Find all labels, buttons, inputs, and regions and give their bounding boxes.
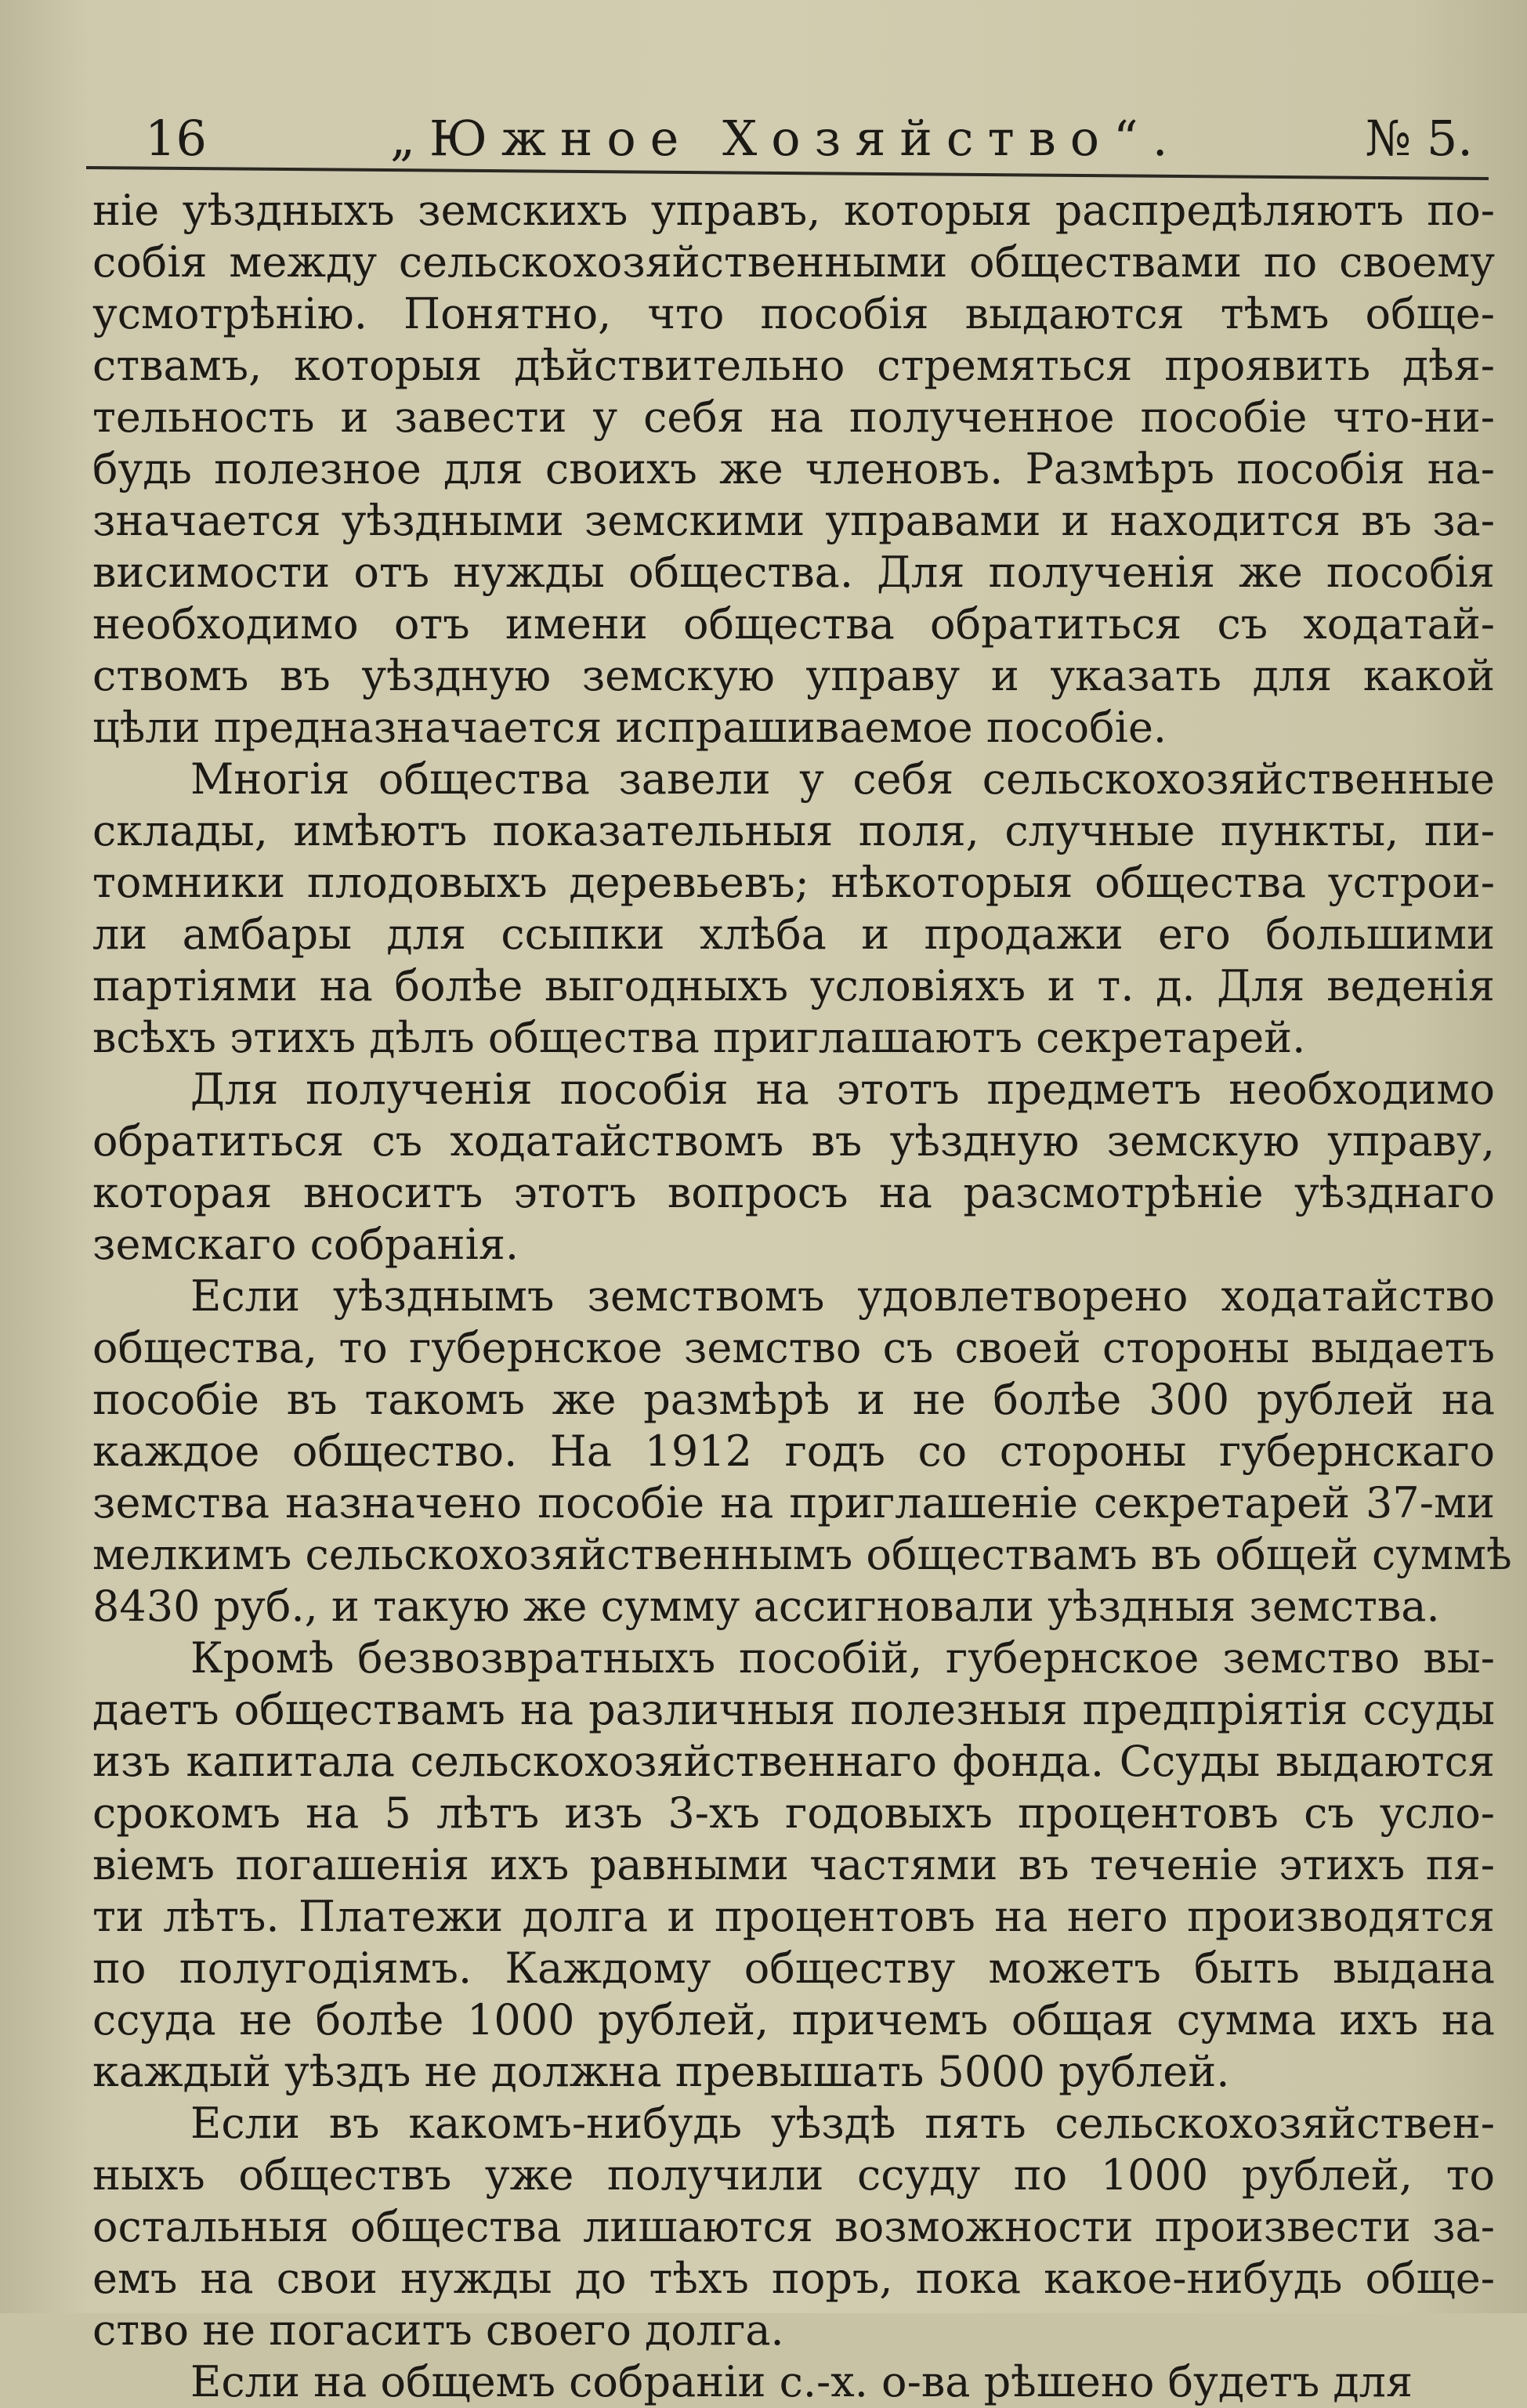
text-line: изъ капитала сельскохозяйственнаго фонда. Ссуды выдаются <box>92 1737 1495 1786</box>
text-line: общества, то губернское земство съ своей стороны выдаетъ <box>92 1323 1495 1372</box>
text-line: необходимо отъ имени общества обратиться съ ходатай- <box>92 599 1495 649</box>
paragraph <box>92 1064 1495 1271</box>
paragraph <box>92 1271 1512 1632</box>
text-line: земскаго собранія. <box>92 1220 519 1269</box>
text-line: всѣхъ этихъ дѣлъ общества приглашаютъ секретарей. <box>92 1013 1306 1062</box>
text-line: ство не погаситъ своего долга. <box>92 2305 784 2355</box>
issue-number: № 5. <box>1365 110 1473 167</box>
text-line: Многія общества завели у себя сельскохозяйственные <box>190 754 1495 804</box>
text-line: ніе уѣздныхъ земскихъ управъ, которыя распредѣляютъ по- <box>92 186 1495 235</box>
text-line: склады, имѣютъ показательныя поля, случные пункты, пи- <box>92 806 1495 855</box>
text-line: усмотрѣнію. Понятно, что пособія выдаются тѣмъ обще- <box>92 289 1495 338</box>
text-line: земства назначено пособіе на приглашеніе секретарей 37-ми <box>92 1478 1495 1528</box>
text-line: 8430 руб., и такую же сумму ассигновали уѣздныя земства. <box>92 1582 1440 1631</box>
text-line: партіями на болѣе выгодныхъ условіяхъ и т. д. Для веденія <box>92 961 1495 1011</box>
text-line: тельность и завести у себя на полученное пособіе что-ни- <box>92 392 1495 442</box>
text-line: ли амбары для ссыпки хлѣба и продажи его большими <box>92 909 1495 959</box>
text-line: Для полученія пособія на этотъ предметъ необходимо <box>190 1065 1495 1114</box>
text-line: ныхъ обществъ уже получили ссуду по 1000 рублей, то <box>92 2150 1495 2200</box>
paragraph <box>92 1632 1495 2098</box>
text-line: каждый уѣздъ не должна превышать 5000 рублей. <box>92 2047 1230 2096</box>
text-line: емъ на свои нужды до тѣхъ поръ, пока какое-нибудь обще- <box>92 2254 1495 2303</box>
text-line: томники плодовыхъ деревьевъ; нѣкоторыя общества устрои- <box>92 858 1495 907</box>
text-line: срокомъ на 5 лѣтъ изъ 3-хъ годовыхъ процентовъ съ усло- <box>92 1788 1495 1838</box>
text-line: віемъ погашенія ихъ равными частями въ теченіе этихъ пя- <box>92 1840 1495 1889</box>
text-line: по полугодіямъ. Каждому обществу можетъ быть выдана <box>92 1943 1495 1993</box>
paragraph <box>92 754 1495 1064</box>
text-line: обратиться съ ходатайствомъ въ уѣздную земскую управу, <box>92 1116 1495 1166</box>
text-line: Если на общемъ собраніи с.-х. о-ва рѣшено будетъ для <box>190 2357 1413 2406</box>
text-line: даетъ обществамъ на различныя полезныя предпріятія ссуды <box>92 1685 1495 1734</box>
text-line: висимости отъ нужды общества. Для полученія же пособія <box>92 548 1495 597</box>
text-line: каждое общество. На 1912 годъ со стороны губернскаго <box>92 1426 1495 1476</box>
text-line: которая вноситъ этотъ вопросъ на разсмотрѣніе уѣзднаго <box>92 1168 1495 1217</box>
text-line: остальныя общества лишаются возможности произвести за- <box>92 2202 1495 2251</box>
journal-title: „Южное Хозяйство“. <box>389 110 1182 167</box>
text-line: значается уѣздными земскими управами и находится въ за- <box>92 496 1495 545</box>
text-line: ствамъ, которыя дѣйствительно стремяться проявить дѣя- <box>92 341 1495 390</box>
article-body <box>92 185 1512 2408</box>
page-number: 16 <box>145 110 207 167</box>
text-line: ти лѣтъ. Платежи долга и процентовъ на него производятся <box>92 1892 1495 1941</box>
text-line: цѣли предназначается испрашиваемое пособіе. <box>92 703 1167 752</box>
text-line: пособіе въ такомъ же размѣрѣ и не болѣе 300 рублей на <box>92 1375 1495 1424</box>
text-line: мелкимъ сельскохозяйственнымъ обществамъ въ общей суммѣ <box>92 1530 1512 1579</box>
paragraph <box>92 2356 1495 2408</box>
running-header <box>67 100 1473 167</box>
text-line: Кромѣ безвозвратныхъ пособій, губернское земство вы- <box>190 1633 1495 1683</box>
header-rule <box>86 166 1489 180</box>
paragraph <box>92 2098 1495 2356</box>
text-line: собія между сельскохозяйственными обществами по своему <box>92 237 1495 287</box>
text-line: ствомъ въ уѣздную земскую управу и указать для какой <box>92 651 1495 700</box>
text-line: ссуда не болѣе 1000 рублей, причемъ общая сумма ихъ на <box>92 1995 1495 2045</box>
paragraph <box>92 185 1495 754</box>
text-line: Если въ какомъ-нибудь уѣздѣ пять сельскохозяйствен- <box>190 2099 1495 2148</box>
text-line: Если уѣзднымъ земствомъ удовлетворено ходатайство <box>190 1271 1495 1321</box>
text-line: будь полезное для своихъ же членовъ. Размѣръ пособія на- <box>92 444 1495 494</box>
